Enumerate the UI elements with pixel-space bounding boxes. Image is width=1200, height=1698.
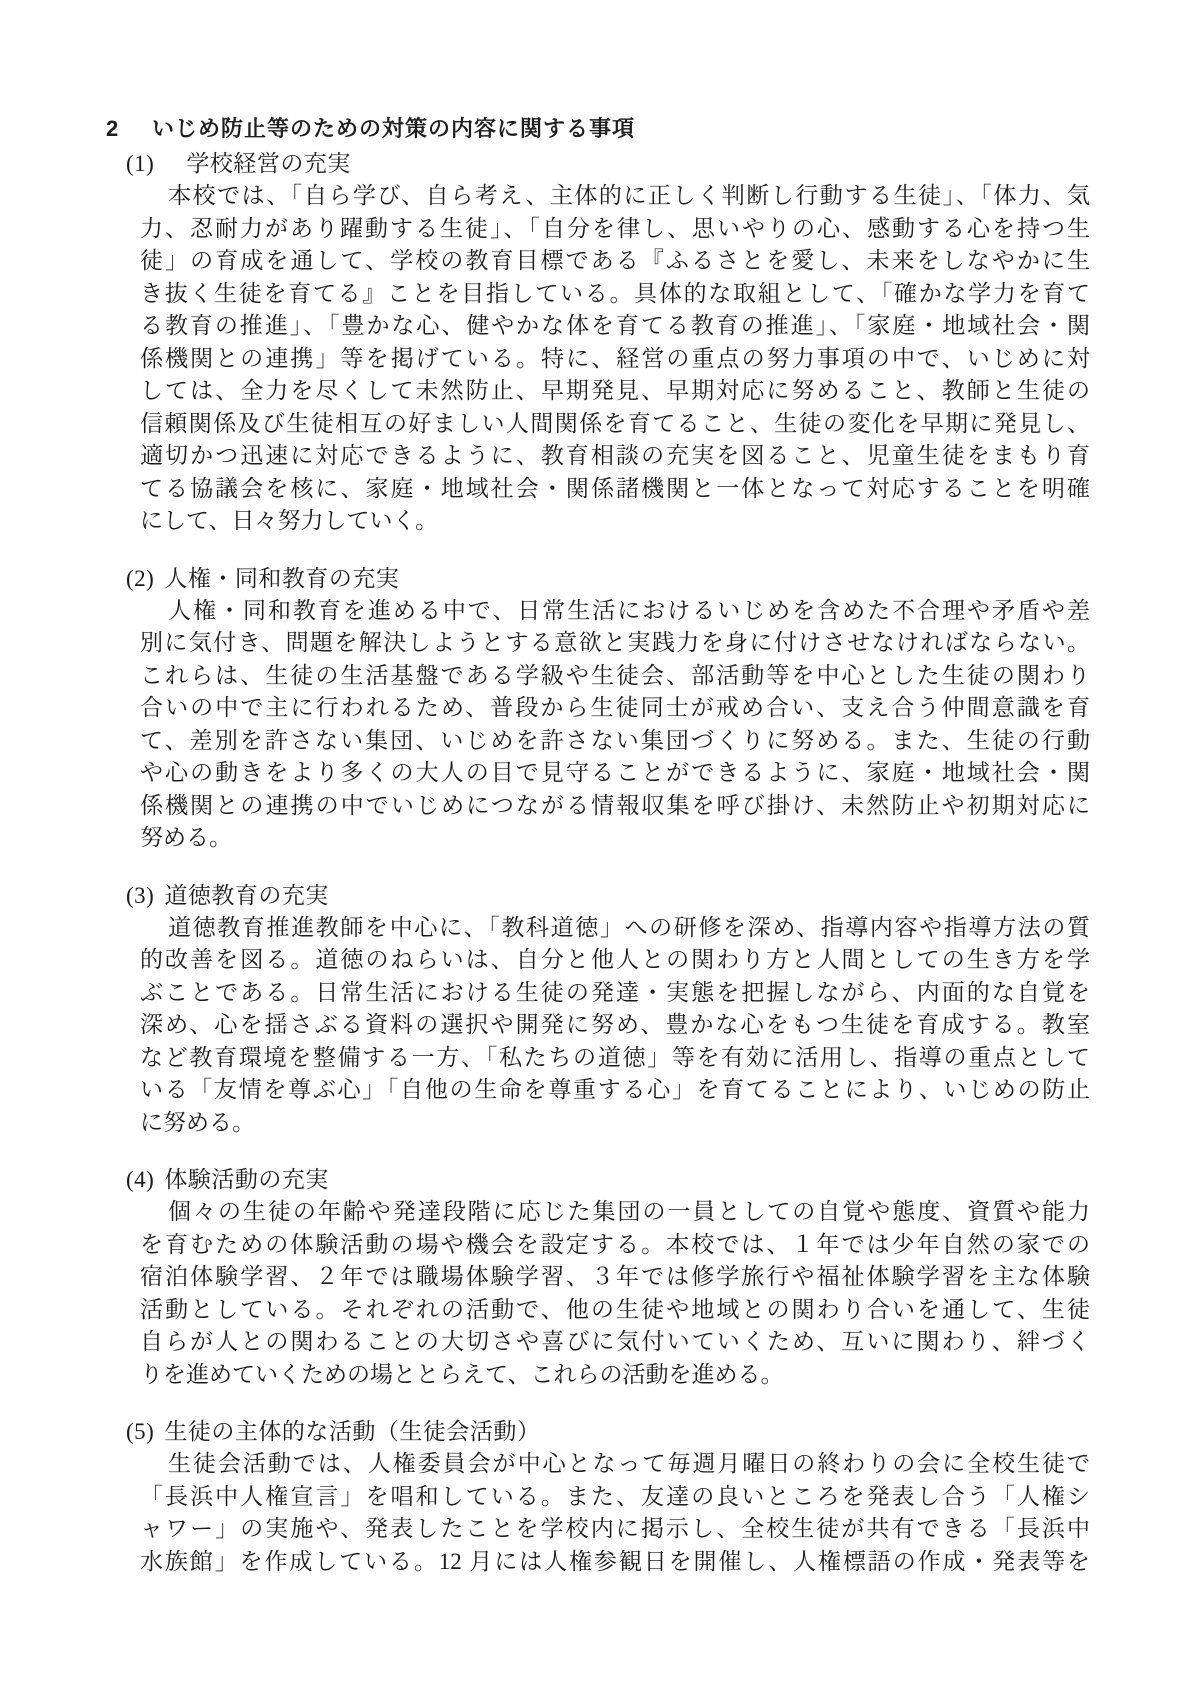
page-title-number: 2 — [106, 116, 120, 141]
section — [126, 879, 1090, 1140]
section-heading — [126, 1415, 1090, 1448]
paragraph-line: 「長浜中人権宣言」を唱和している。また、友達の良いところを発表し合う「人権シ — [140, 1483, 1090, 1509]
paragraph-line: ャワー」の実施や、発表したことを学校内に掲示し、全校生徒が共有できる「長浜中 — [140, 1516, 1090, 1541]
paragraph-line: や心の動きをより多くの大人の目で見守ることができるように、家庭・地域社会・関 — [140, 760, 1090, 785]
paragraph-line: ぶことである。日常生活における生徒の発達・実態を把握しながら、内面的な自覚を — [140, 979, 1090, 1005]
paragraph-line: 係機関との連携」等を掲げている。特に、経営の重点の努力事項の中で、いじめに対 — [140, 345, 1090, 371]
section — [126, 1415, 1090, 1578]
section-heading — [126, 1163, 1090, 1196]
section-heading — [126, 879, 1090, 912]
section — [126, 147, 1090, 538]
paragraph-line: 適切かつ迅速に対応できるように、教育相談の充実を図ること、児童生徒をまもり育 — [140, 443, 1090, 468]
section-title: 道徳教育の充実 — [164, 882, 329, 908]
paragraph-line: いる「友情を尊ぶ心」「自他の生命を尊重する心」を育てることにより、いじめの防止 — [140, 1077, 1090, 1102]
paragraph-line: 信頼関係及び生徒相互の好ましい人間関係を育てること、生徒の変化を早期に発見し、 — [140, 410, 1090, 436]
paragraph-line: 本校では、「自ら学び、自ら考え、主体的に正しく判断し行動する生徒」、「体力、気 — [168, 183, 1090, 208]
section-number: (1) — [126, 151, 155, 176]
paragraph-line: 努める。 — [140, 825, 232, 850]
paragraph-line: て、差別を許さない集団、いじめを許さない集団づくりに努める。また、生徒の行動 — [140, 727, 1090, 753]
paragraph-line: 人権・同和教育を進める中で、日常生活におけるいじめを含めた不合理や矛盾や差 — [168, 597, 1090, 623]
section-title: 体験活動の充実 — [164, 1167, 329, 1192]
section-paragraph — [140, 180, 1090, 538]
paragraph-line: 力、忍耐力があり躍動する生徒」、「自分を律し、思いやりの心、感動する心を持つ生 — [140, 215, 1090, 241]
section-heading — [126, 147, 1090, 180]
section-title: 生徒の主体的な活動（生徒会活動） — [164, 1419, 541, 1444]
paragraph-line: 的改善を図る。道徳のねらいは、自分と他人との関わり方と人間としての生き方を学 — [140, 947, 1090, 972]
section-number: (2) — [126, 565, 155, 591]
section-paragraph — [140, 1448, 1090, 1578]
paragraph-line: しては、全力を尽くして未然防止、早期発見、早期対応に努めること、教師と生徒の — [140, 378, 1090, 403]
paragraph-line: き抜く生徒を育てる』ことを目指している。具体的な取組として、「確かな学力を育て — [140, 280, 1090, 306]
section-heading — [126, 562, 1090, 595]
paragraph-line: に努める。 — [140, 1109, 255, 1135]
section-paragraph — [140, 912, 1090, 1140]
paragraph-line: 活動としている。それぞれの活動で、他の生徒や地域との関わり合いを通して、生徒 — [140, 1296, 1090, 1322]
paragraph-line: 係機関との連携の中でいじめにつながる情報収集を呼び掛け、未然防止や初期対応に — [140, 792, 1090, 818]
paragraph-line: など教育環境を整備する一方、「私たちの道徳」等を有効に活用し、指導の重点として — [140, 1044, 1090, 1070]
section-number: (5) — [126, 1419, 155, 1444]
section-paragraph — [140, 1196, 1090, 1391]
paragraph-line: 生徒会活動では、人権委員会が中心となって毎週月曜日の終わりの会に全校生徒で — [168, 1451, 1090, 1476]
section — [126, 1163, 1090, 1391]
paragraph-line: てる協議会を核に、家庭・地域社会・関係諸機関と一体となって対応することを明確 — [140, 475, 1090, 501]
section-number: (4) — [126, 1167, 155, 1192]
page-title — [106, 112, 1090, 145]
paragraph-line: 徒」の育成を通して、学校の教育目標である『ふるさとを愛し、未来をしなやかに生 — [140, 248, 1090, 273]
paragraph-line: 宿泊体験学習、２年では職場体験学習、３年では修学旅行や福祉体験学習を主な体験 — [140, 1264, 1090, 1289]
section-number: (3) — [126, 882, 155, 908]
paragraph-line: を育むための体験活動の場や機会を設定する。本校では、１年では少年自然の家での — [140, 1231, 1090, 1257]
paragraph-line: 個々の生徒の年齢や発達段階に応じた集団の一員としての自覚や態度、資質や能力 — [168, 1199, 1090, 1224]
section-paragraph — [140, 595, 1090, 855]
page-title-text: いじめ防止等のための対策の内容に関する事項 — [152, 116, 636, 141]
paragraph-line: りを進めていくための場ととらえて、これらの活動を進める。 — [140, 1361, 784, 1387]
paragraph-line: 自らが人との関わることの大切さや喜びに気付いていくため、互いに関わり、絆づく — [140, 1329, 1090, 1354]
sections-container — [126, 147, 1090, 1578]
paragraph-line: 別に気付き、問題を解決しようとする意欲と実践力を身に付けさせなければならない。 — [140, 630, 1090, 655]
section-title: 学校経営の充実 — [186, 151, 351, 176]
paragraph-line: にして、日々努力していく。 — [140, 508, 439, 533]
paragraph-line: る教育の推進」、「豊かな心、健やかな体を育てる教育の推進」、「家庭・地域社会・関 — [140, 313, 1090, 338]
paragraph-line: 水族館」を作成している。12 月には人権参観日を開催し、人権標語の作成・発表等を — [140, 1548, 1090, 1574]
section-title: 人権・同和教育の充実 — [164, 565, 400, 591]
paragraph-line: 深め、心を揺さぶる資料の選択や開発に努め、豊かな心をもつ生徒を育成する。教室 — [140, 1012, 1090, 1037]
paragraph-line: 合いの中で主に行われるため、普段から生徒同士が戒め合い、支え合う仲間意識を育 — [140, 695, 1090, 720]
section — [126, 562, 1090, 855]
paragraph-line: 道徳教育推進教師を中心に、「教科道徳」への研修を深め、指導内容や指導方法の質 — [168, 914, 1090, 940]
paragraph-line: これらは、生徒の生活基盤である学級や生徒会、部活動等を中心とした生徒の関わり — [140, 662, 1090, 688]
